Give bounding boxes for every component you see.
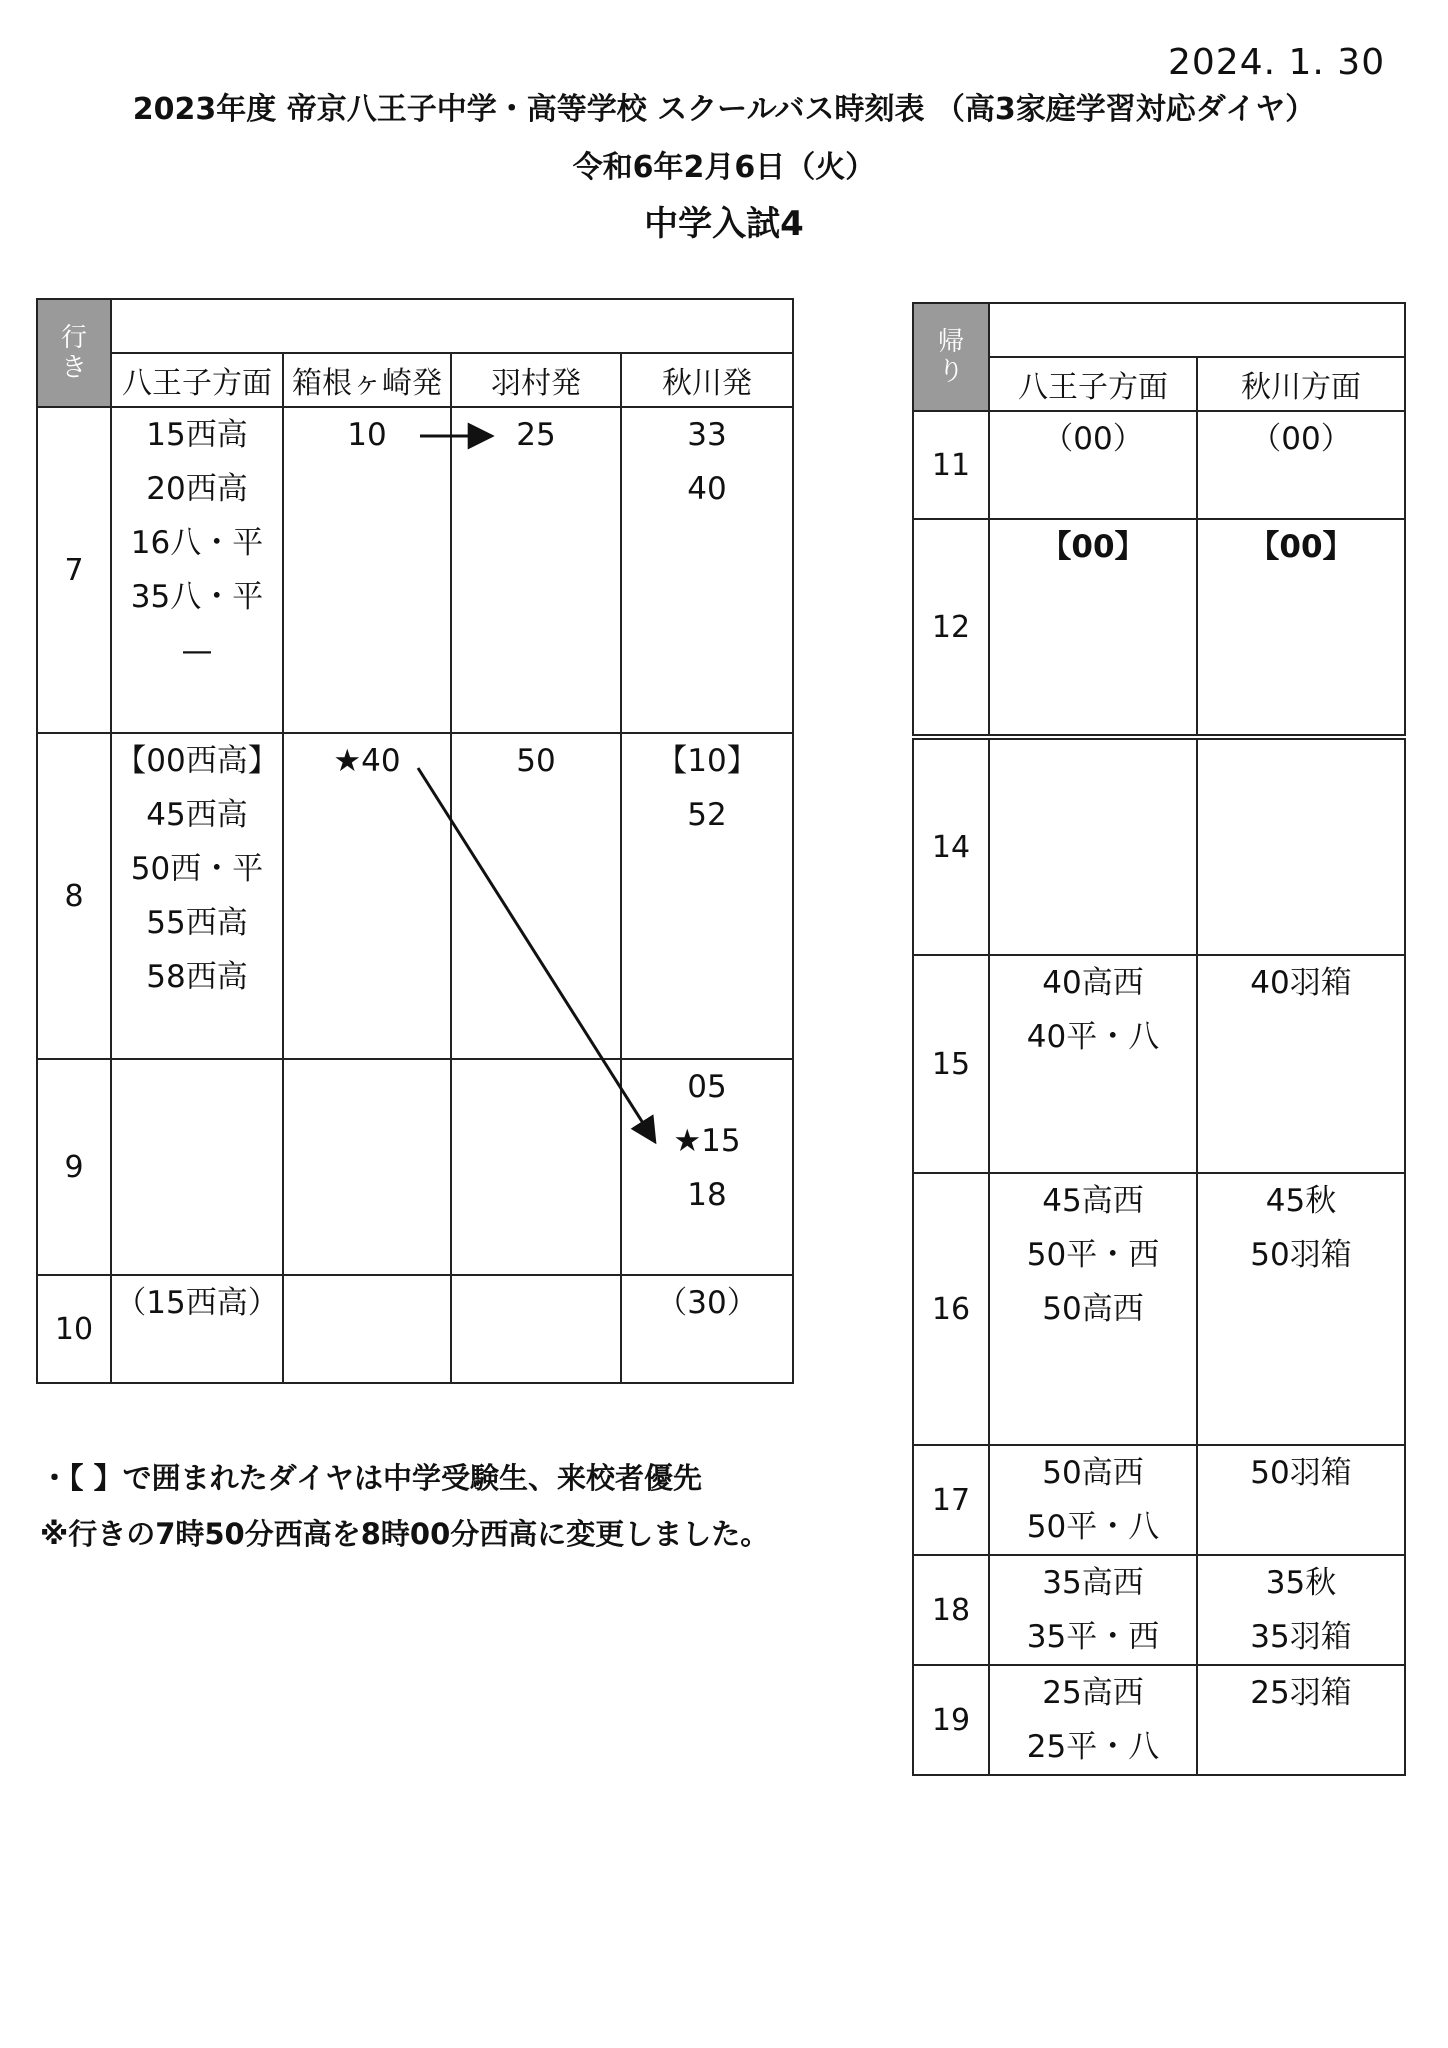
departure-entry: （30）: [656, 1285, 758, 1321]
hour-label: 8: [37, 733, 111, 1059]
col-hachioji: 八王子方面: [989, 357, 1197, 411]
departure-entry: 40羽箱: [1250, 965, 1352, 1001]
footnotes: [40, 1450, 769, 1562]
departure-entry: 50: [516, 743, 556, 779]
departure-entry: 40平・八: [1026, 1019, 1160, 1055]
departure-entry: —: [181, 633, 213, 669]
departure-entry: 40高西: [1042, 965, 1144, 1001]
departure-entry: 【00】: [1248, 529, 1354, 565]
departure-entry: 20西高: [146, 471, 248, 507]
departure-entry: 50高西: [1042, 1291, 1144, 1327]
hour-label: 9: [37, 1059, 111, 1275]
hour-label: 18: [913, 1555, 989, 1665]
departure-entry: 40: [687, 471, 727, 507]
arrow-hakonegasaki-to-akigawa: [418, 768, 655, 1142]
departure-entry: （00）: [1250, 421, 1352, 457]
page-subtitle: 中学入試4: [644, 204, 804, 244]
col-akigawa: 秋川発: [621, 353, 793, 407]
hour-label: 12: [913, 519, 989, 737]
departure-entry: ★15: [673, 1123, 741, 1159]
hour-label: 14: [913, 737, 989, 955]
departure-entry: 55西高: [146, 905, 248, 941]
departure-entry: 05: [687, 1069, 727, 1105]
departure-entry: 50羽箱: [1250, 1237, 1352, 1273]
outbound-label: 行き: [37, 299, 111, 407]
departure-entry: 25平・八: [1026, 1729, 1160, 1765]
departure-entry: 35羽箱: [1250, 1619, 1352, 1655]
departure-entry: 50平・八: [1026, 1509, 1160, 1545]
footnote-priority: ・【 】で囲まれたダイヤは中学受験生、来校者優先: [40, 1461, 703, 1495]
departure-entry: 16八・平: [130, 525, 264, 561]
return-label: 帰り: [913, 303, 989, 411]
departure-entry: 25高西: [1042, 1675, 1144, 1711]
departure-entry: 33: [687, 417, 727, 453]
footnote-change: ※行きの7時50分西高を8時00分西高に変更しました。: [40, 1517, 770, 1551]
col-hamura: 羽村発: [451, 353, 621, 407]
departure-entry: 【00】: [1040, 529, 1146, 565]
departure-entry: 10: [347, 417, 387, 453]
departure-entry: 【00西高】: [115, 743, 279, 779]
departure-entry: （00）: [1042, 421, 1144, 457]
page-title: 2023年度 帝京八王子中学・高等学校 スクールバス時刻表 （高3家庭学習対応ダイヤ）: [132, 92, 1316, 127]
departure-entry: 25: [516, 417, 556, 453]
departure-entry: （15西高）: [115, 1285, 279, 1321]
hour-label: 7: [37, 407, 111, 733]
departure-entry: 50平・西: [1026, 1237, 1160, 1273]
hour-label: 15: [913, 955, 989, 1173]
departure-entry: ★40: [333, 743, 401, 779]
departure-entry: 50羽箱: [1250, 1455, 1352, 1491]
service-date: 令和6年2月6日（火）: [572, 150, 876, 185]
departure-entry: 45高西: [1042, 1183, 1144, 1219]
departure-entry: 15西高: [146, 417, 248, 453]
departure-entry: 58西高: [146, 959, 248, 995]
departure-entry: 45秋: [1265, 1183, 1337, 1219]
departure-entry: 【10】: [656, 743, 758, 779]
departure-entry: 18: [687, 1177, 727, 1213]
departure-entry: 52: [687, 797, 727, 833]
issue-date: 2024. 1. 30: [1168, 42, 1386, 83]
departure-entry: 50西・平: [130, 851, 264, 887]
hour-label: 17: [913, 1445, 989, 1555]
col-hachioji: 八王子方面: [111, 353, 283, 407]
departure-entry: 25羽箱: [1250, 1675, 1352, 1711]
departure-entry: 45西高: [146, 797, 248, 833]
departure-entry: 35八・平: [130, 579, 264, 615]
hour-label: 11: [913, 411, 989, 519]
departure-entry: 35秋: [1265, 1565, 1337, 1601]
col-hakonegasaki: 箱根ヶ崎発: [283, 353, 451, 407]
departure-entry: 50高西: [1042, 1455, 1144, 1491]
col-akigawa: 秋川方面: [1197, 357, 1405, 411]
departure-entry: 35平・西: [1026, 1619, 1160, 1655]
departure-entry: 35高西: [1042, 1565, 1144, 1601]
hour-label: 10: [37, 1275, 111, 1383]
hour-label: 19: [913, 1665, 989, 1775]
hour-label: 16: [913, 1173, 989, 1445]
